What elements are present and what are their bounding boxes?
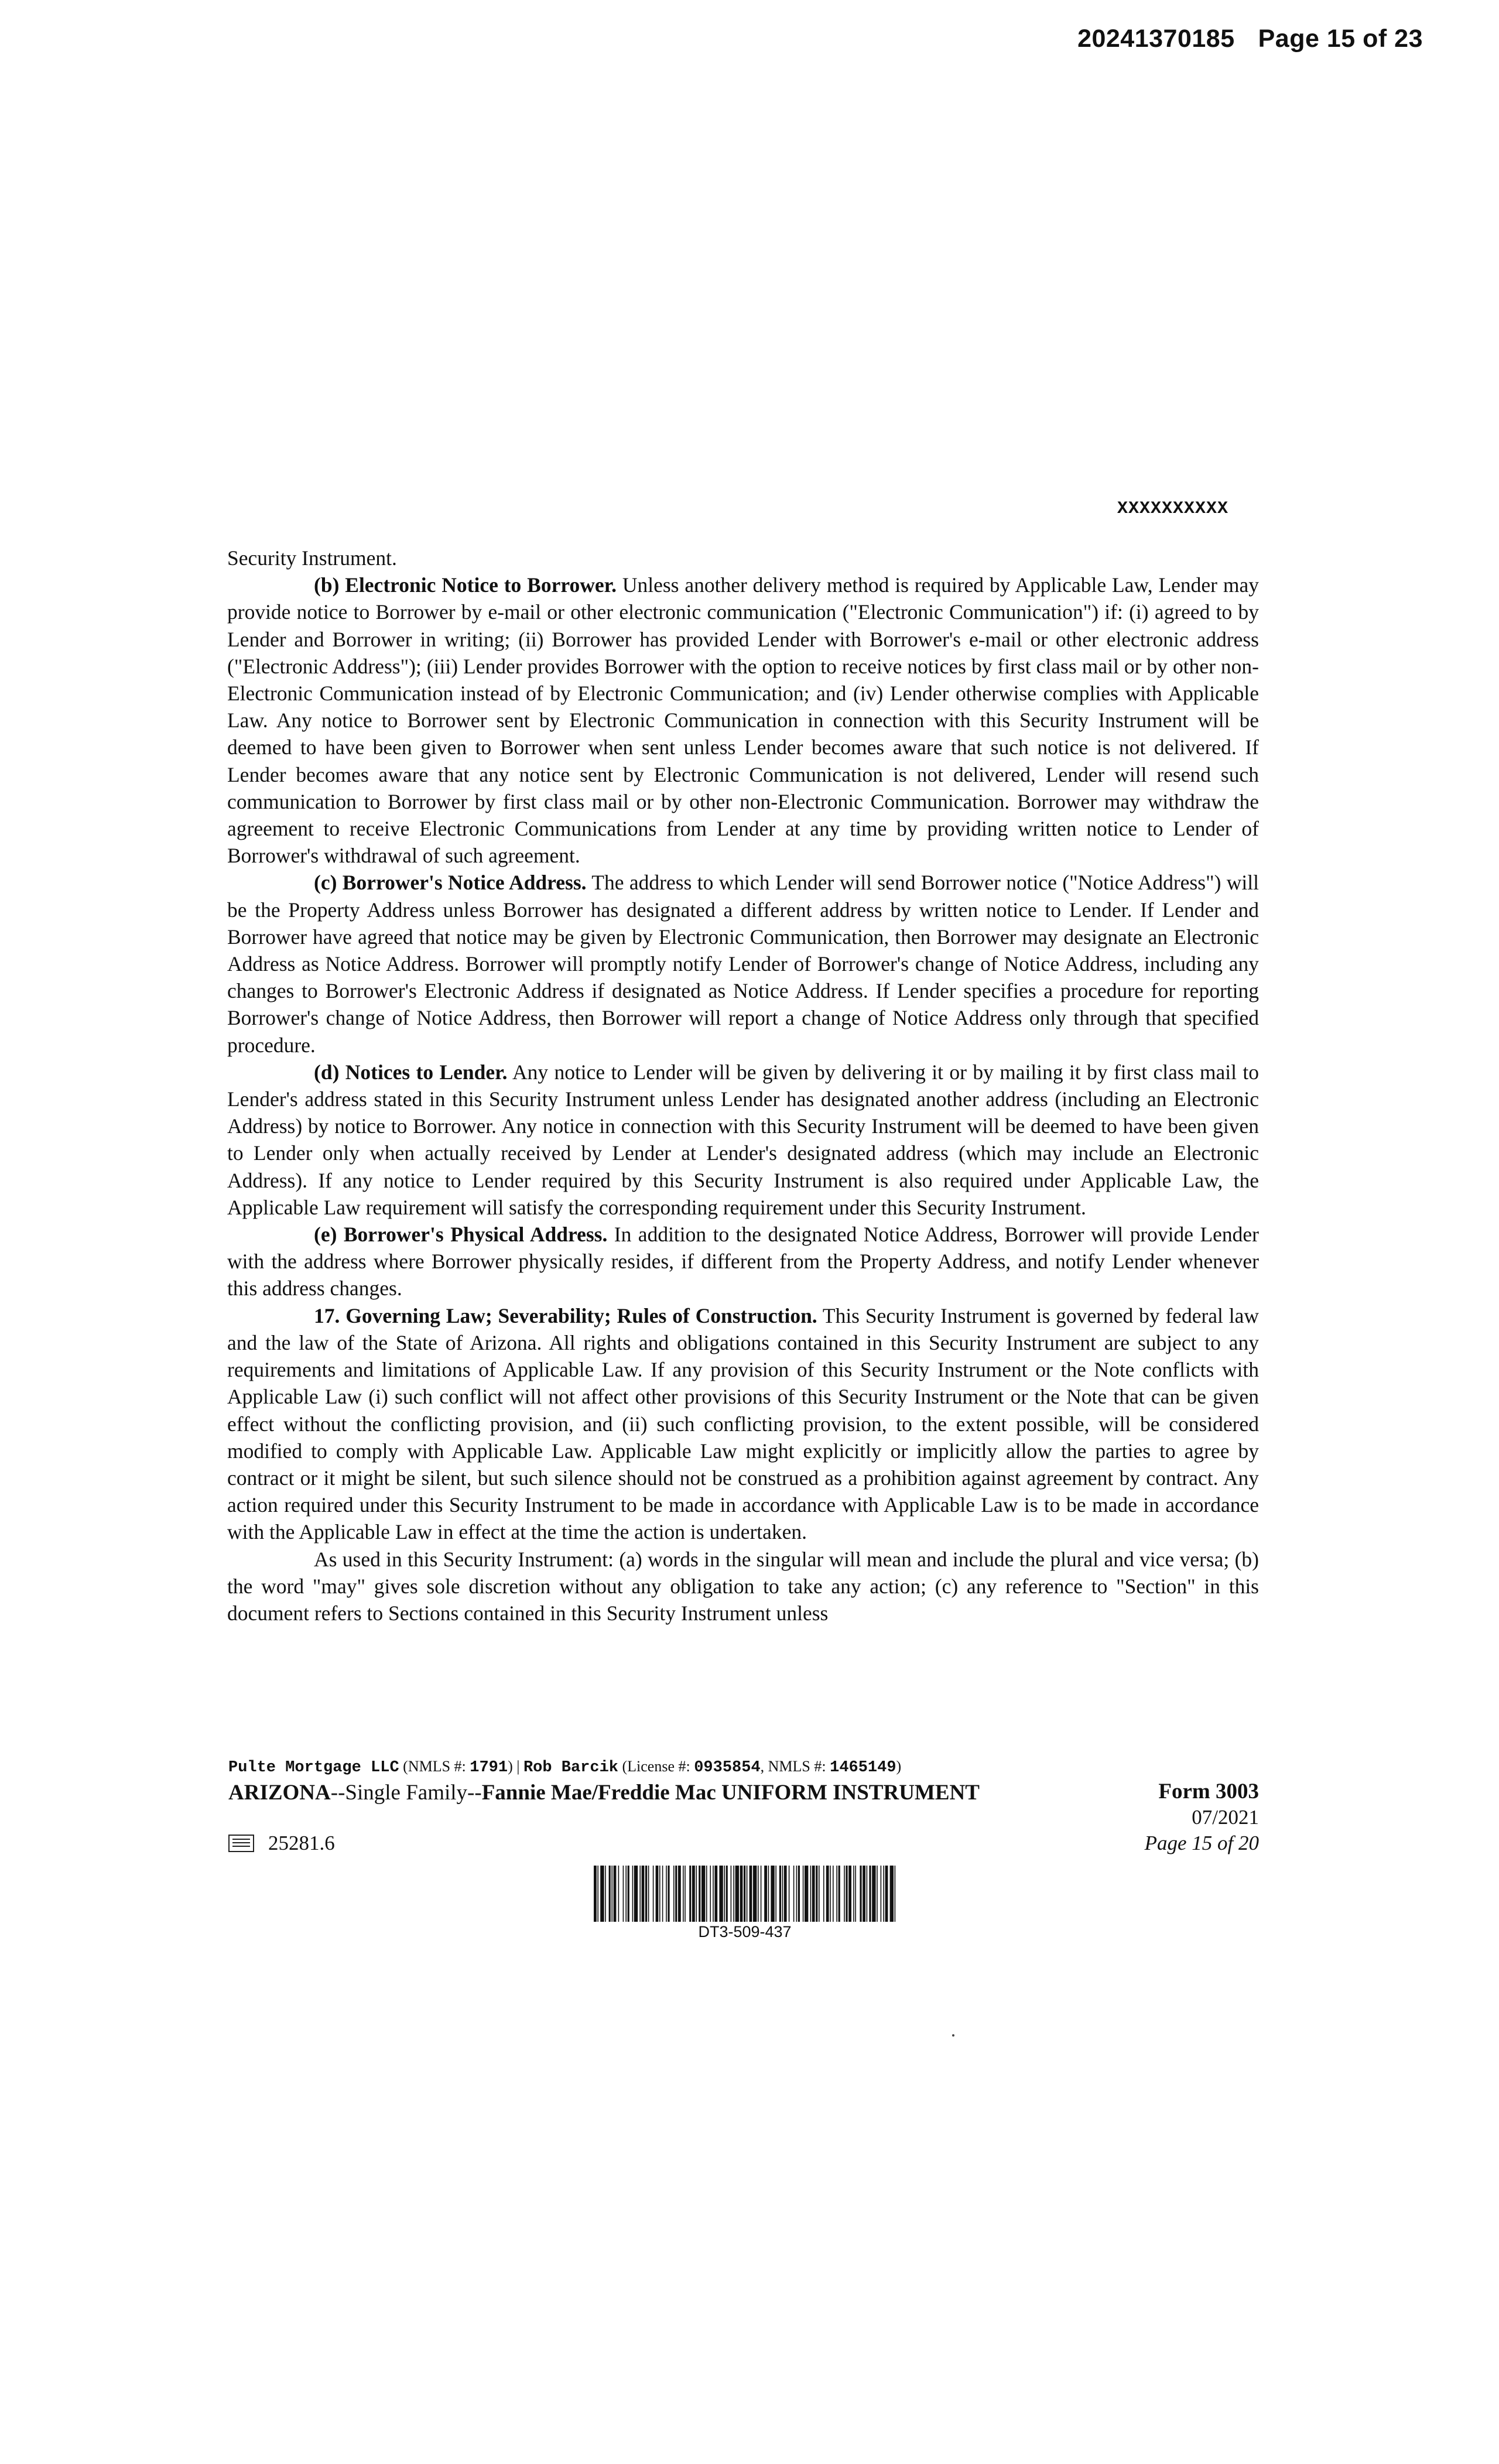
paragraph-b-heading: (b) Electronic Notice to Borrower. bbox=[314, 573, 617, 597]
form-code bbox=[228, 1832, 335, 1855]
recording-number: 20241370185 bbox=[1077, 25, 1235, 53]
section-17-text: This Security Instrument is governed by federal law and the law of the State of Arizona. All rights and obligations contained in this Security Instrument are subject to any requirements and limitations of Applicable Law. If any provision of this Security Instrument or the Note conflicts with Applicable Law (i) such conflict will not affect other provisions of this Security Instrument or the Note that can be given effect without the conflicting provision, and (ii) such conflicting provision, to the extent possible, will be considered modified to comply with Applicable Law. Applicable Law might explicitly or implicitly allow the parties to agree by contract or it might be silent, but such silence should not be construed as a prohibition against agreement by contract. Any action required under this Security Instrument to be made in accordance with Applicable Law is to be made in accordance with the Applicable Law in effect at the time the action is undertaken. bbox=[227, 1303, 1259, 1544]
paragraph-b-text: Unless another delivery method is required by Applicable Law, Lender may provide notice to Borrower by e-mail or other electronic communication ("Electronic Communication") if: (i) agreed to by Lender and Borrower in writing; (ii) Borrower has provided Lender with Borrower's e-mail or other electronic address ("Electronic Address"); (iii) Lender provides Borrower with the option to receive notices by first class mail or by other non-Electronic Communication instead of by Electronic Communication; and (iv) Lender otherwise complies with Applicable Law. Any notice to Borrower sent by Electronic Communication in connection with this Security Instrument will be deemed to have been given to Borrower when sent unless Lender becomes aware that such notice is not delivered. If Lender becomes aware that any notice sent by Electronic Communication is not delivered, Lender will resend such communication to Borrower by first class mail or by other non-Electronic Communication. Borrower may withdraw the agreement to receive Electronic Communications from Lender at any time by providing written notice to Lender of Borrower's withdrawal of such agreement. bbox=[227, 573, 1259, 868]
lender-separator: ) | bbox=[508, 1758, 523, 1775]
license-number: 0935854 bbox=[694, 1759, 761, 1777]
form-state: ARIZONA bbox=[228, 1781, 331, 1805]
paragraph-d-heading: (d) Notices to Lender. bbox=[314, 1060, 508, 1084]
lender-line bbox=[228, 1758, 901, 1777]
continuation-text: Security Instrument. bbox=[227, 546, 397, 570]
ellie-mae-logo-icon bbox=[228, 1835, 254, 1852]
form-info bbox=[1145, 1779, 1259, 1856]
recording-page-label: Page 15 of 23 bbox=[1258, 25, 1423, 53]
paragraph-d bbox=[227, 1059, 1259, 1221]
paragraph-d-text: Any notice to Lender will be given by delivering it or by mailing it by first class mail to Lender's address stated in this Security Instrument unless Lender has designated another address (including an Electronic Address) by notice to Borrower. Any notice in connection with this Security Instrument will be deemed to have been given to Lender only when actually received by Lender at Lender's designated address (which may include an Electronic Address). If any notice to Lender required by this Security Instrument is also required under Applicable Law, the Applicable Law requirement will satisfy the corresponding requirement under this Security Instrument. bbox=[227, 1060, 1259, 1219]
paragraph-c-heading: (c) Borrower's Notice Address. bbox=[314, 871, 587, 895]
section-17 bbox=[227, 1302, 1259, 1546]
lender-name: Pulte Mortgage LLC bbox=[228, 1759, 399, 1777]
scan-speck bbox=[952, 2034, 954, 2037]
officer-name: Rob Barcik bbox=[523, 1759, 618, 1777]
form-family: --Single Family-- bbox=[330, 1781, 482, 1805]
lender-nmls: 1791 bbox=[470, 1759, 508, 1777]
recording-header bbox=[1077, 25, 1423, 53]
paragraph-c bbox=[227, 869, 1259, 1058]
usage-paragraph: As used in this Security Instrument: (a) words in the singular will mean and include the plural and vice versa; (b) the word "may" gives sole discretion without any obligation to take any action; (c) any reference to "Section" in this document refers to Sections contained in this Security Instrument unless bbox=[227, 1547, 1259, 1625]
barcode bbox=[594, 1866, 896, 1922]
form-date: 07/2021 bbox=[1192, 1806, 1259, 1829]
paragraph-e-heading: (e) Borrower's Physical Address. bbox=[314, 1223, 608, 1247]
paragraph-e-text: In addition to the designated Notice Address, Borrower will provide Lender with the address where Borrower physically resides, if different from the Property Address, and notify Lender whenever this address changes. bbox=[227, 1223, 1259, 1301]
form-title: Fannie Mae/Freddie Mac UNIFORM INSTRUMENT bbox=[481, 1781, 980, 1805]
form-number: Form 3003 bbox=[1158, 1779, 1259, 1803]
form-page: Page 15 of 20 bbox=[1144, 1832, 1259, 1854]
loan-number: XXXXXXXXXX bbox=[1117, 499, 1229, 519]
paragraph-b bbox=[227, 571, 1259, 869]
document-body bbox=[227, 545, 1259, 1627]
form-description bbox=[228, 1780, 980, 1805]
barcode-text: DT3-509-437 bbox=[698, 1923, 792, 1941]
form-footer bbox=[228, 1758, 1259, 1986]
section-17-heading: 17. Governing Law; Severability; Rules of Construction. bbox=[314, 1303, 817, 1327]
form-code-number: 25281.6 bbox=[268, 1832, 335, 1854]
officer-nmls: 1465149 bbox=[830, 1759, 896, 1777]
lender-nmls-label: (NMLS #: bbox=[399, 1758, 470, 1775]
paragraph-e bbox=[227, 1221, 1259, 1302]
officer-nmls-label: , NMLS #: bbox=[760, 1758, 830, 1775]
paragraph-c-text: The address to which Lender will send Borrower notice ("Notice Address") will be the Property Address unless Borrower has designated a different address by written notice to Lender. If Lender and Borrower have agreed that notice may be given by Electronic Communication, then Borrower may designate an Electronic Address as Notice Address. Borrower will promptly notify Lender of Borrower's change of Notice Address, including any changes to Borrower's Electronic Address if designated as Notice Address. If Lender specifies a procedure for reporting Borrower's change of Notice Address, then Borrower will report a change of Notice Address only through that specified procedure. bbox=[227, 871, 1259, 1057]
license-label: (License #: bbox=[618, 1758, 694, 1775]
closing-paren: ) bbox=[896, 1758, 902, 1775]
